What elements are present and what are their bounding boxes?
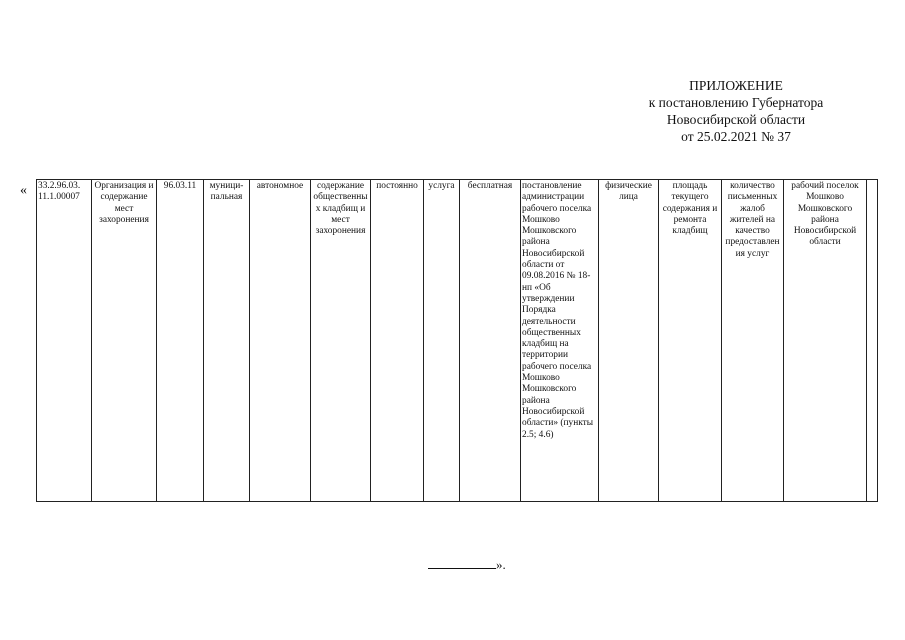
cell-kind: услуга: [424, 180, 460, 502]
cell-quality-indicator: количество письменных жалоб жителей на качество предоставления услуг: [722, 180, 784, 502]
table-row: [37, 180, 878, 502]
cell-payment: бесплатная: [460, 180, 521, 502]
appendix-date-number: от 25.02.2021 № 37: [681, 129, 791, 144]
cell-level: [204, 180, 250, 502]
cell-consumers: физические лица: [599, 180, 659, 502]
cell-okved: 96.03.11: [157, 180, 204, 502]
cell-founder: рабочий поселок Мошково Мошковского района Новосибирской области: [784, 180, 867, 502]
services-table: [36, 179, 878, 502]
level-text: муници- пальная: [209, 181, 244, 203]
closing-quote: ».: [496, 557, 506, 572]
closing-mark: [428, 556, 506, 573]
cell-volume-indicator: площадь текущего содержания и ремонта кладбищ: [659, 180, 722, 502]
cell-frequency: постоянно: [371, 180, 424, 502]
cell-institution-type: автономное: [250, 180, 311, 502]
cell-legal-act: постановление администрации рабочего поселка Мошково Мошковского района Новосибирской области от 09.08.2016 № 18-нп «Об утверждении Порядка деятельности общественных кладбищ на территории рабочего поселка Мошково Мошковского района Новосибирской области» (пункты 2.5; 4.6): [521, 180, 599, 502]
cell-extra: [867, 180, 878, 502]
cell-code: [37, 180, 92, 502]
appendix-subtitle: к постановлению Губернатора: [648, 95, 824, 110]
appendix-region: Новосибирской области: [666, 112, 806, 127]
closing-underline: [428, 556, 496, 569]
code-text: 33.2.96.03. 11.1.00007: [38, 181, 81, 203]
cell-content: содержание общественных кладбищ и мест захоронения: [311, 180, 371, 502]
opening-quote: «: [20, 183, 27, 198]
appendix-header: [600, 77, 872, 145]
appendix-title: ПРИЛОЖЕНИЕ: [689, 78, 783, 93]
cell-name: Организация и содержание мест захоронения: [92, 180, 157, 502]
